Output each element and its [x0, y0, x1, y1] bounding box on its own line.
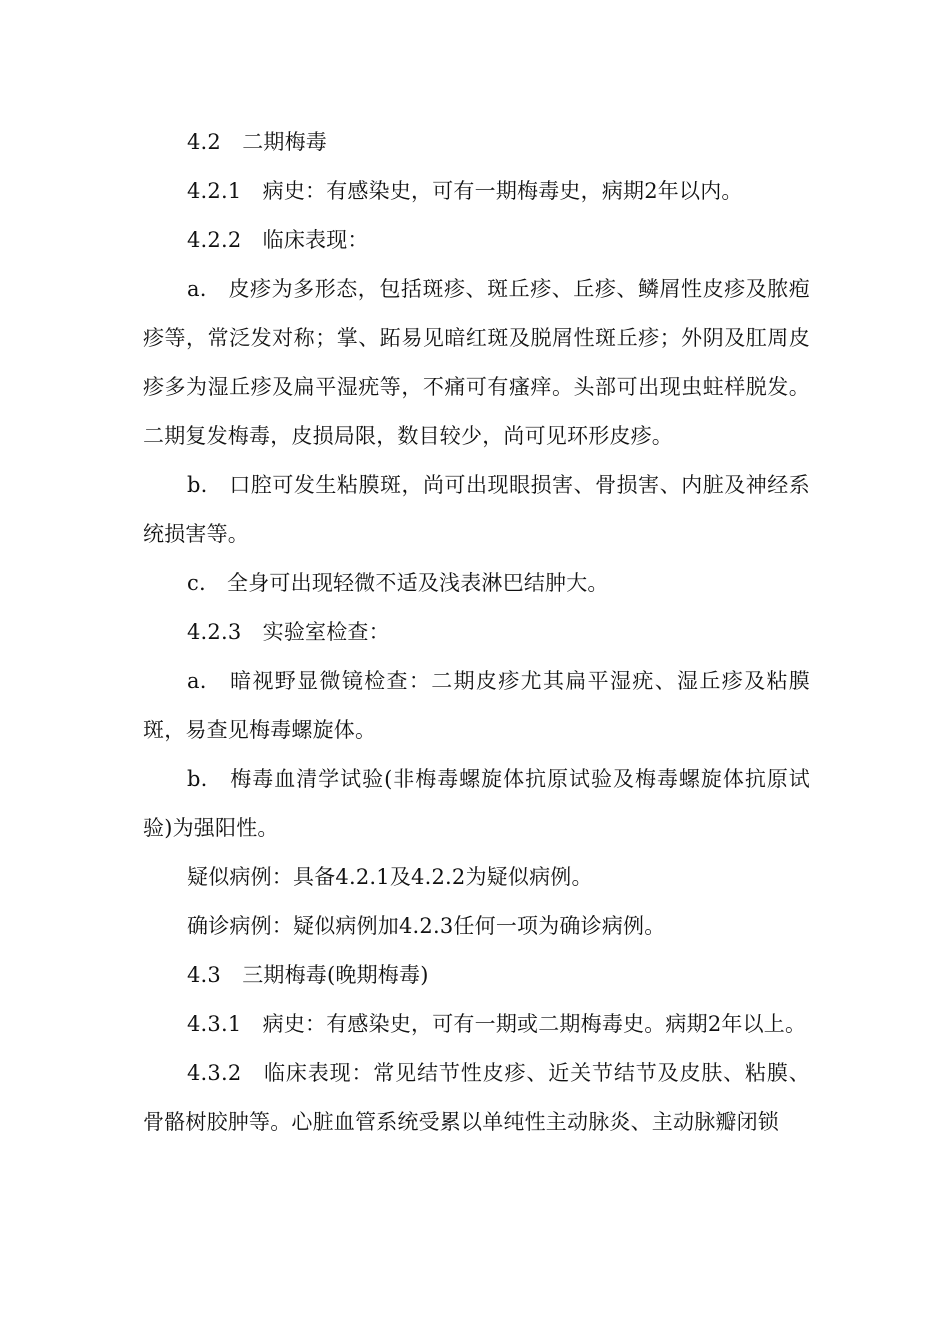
paragraph-confirmed-case: 确诊病例：疑似病例加4.2.3任何一项为确诊病例。: [187, 914, 666, 938]
paragraph-clinical-c: c. 全身可出现轻微不适及浅表淋巴结肿大。: [187, 571, 609, 595]
paragraph-4-2-1-history: 4.2.1 病史：有感染史，可有一期梅毒史，病期2年以内。: [187, 179, 743, 203]
section-heading-4-3: 4.3 三期梅毒(晚期梅毒): [187, 963, 429, 987]
paragraph-lab-b: b. 梅毒血清学试验(非梅毒螺旋体抗原试验及梅毒螺旋体抗原试验)为强阳性。: [143, 767, 810, 840]
paragraph-clinical-a: a. 皮疹为多形态，包括斑疹、斑丘疹、丘疹、鳞屑性皮疹及脓疱疹等，常泛发对称；掌、跖易见暗红斑及脱屑性斑丘疹；外阴及肛周皮疹多为湿丘疹及扁平湿疣等，不痛可有瘙痒。头部可出现虫蛀样脱发。二期复发梅毒，皮损局限，数目较少，尚可见环形皮疹。: [143, 277, 810, 448]
paragraph-4-2-3-lab: 4.2.3 实验室检查：: [187, 620, 390, 644]
section-heading-4-2: 4.2 二期梅毒: [187, 130, 327, 154]
paragraph-clinical-b: b. 口腔可发生粘膜斑，尚可出现眼损害、骨损害、内脏及神经系统损害等。: [143, 473, 810, 546]
paragraph-4-2-2-clinical: 4.2.2 临床表现：: [187, 228, 369, 252]
paragraph-4-3-1-history: 4.3.1 病史：有感染史，可有一期或二期梅毒史。病期2年以上。: [187, 1012, 807, 1036]
paragraph-lab-a: a. 暗视野显微镜检查：二期皮疹尤其扁平湿疣、湿丘疹及粘膜斑，易查见梅毒螺旋体。: [143, 669, 810, 742]
paragraph-4-3-2-clinical: 4.3.2 临床表现：常见结节性皮疹、近关节结节及皮肤、粘膜、骨骼树胶肿等。心脏血管系统受累以单纯性主动脉炎、主动脉瓣闭锁: [143, 1061, 810, 1134]
document-body: [143, 118, 810, 1147]
paragraph-suspected-case: 疑似病例：具备4.2.1及4.2.2为疑似病例。: [187, 865, 593, 889]
